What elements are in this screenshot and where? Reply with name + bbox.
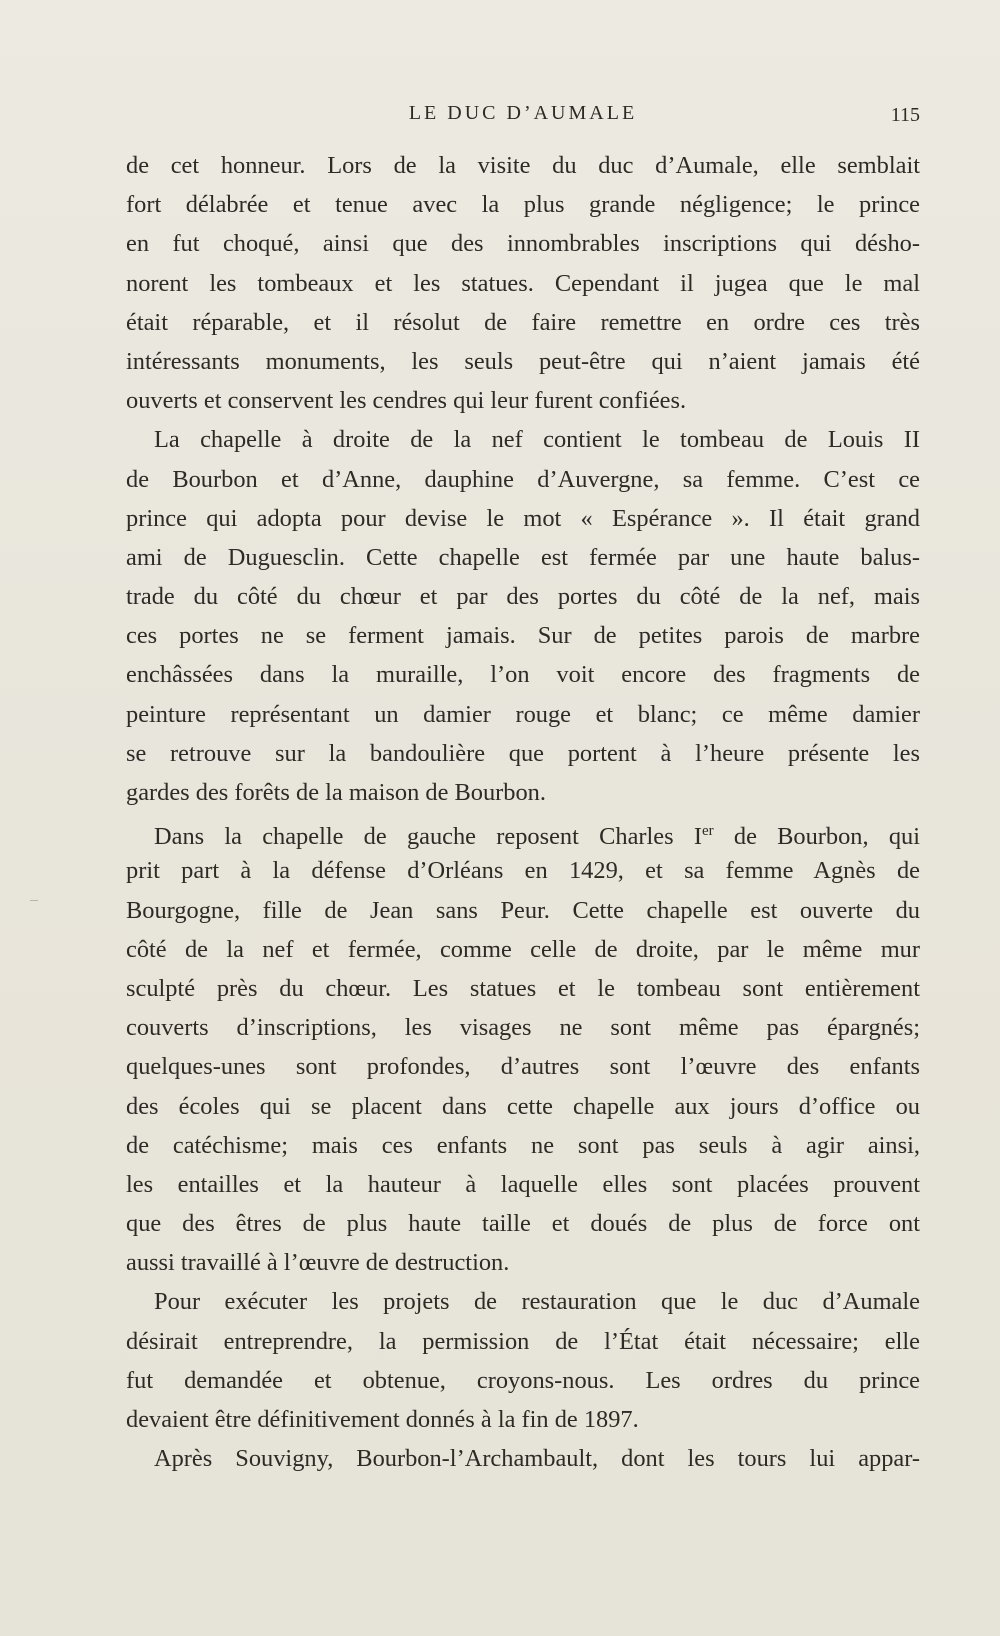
page-header: [126, 102, 920, 132]
text-line: ouverts et conservent les cendres qui leur furent confiées.: [126, 387, 687, 415]
text-line: norent les tombeaux et les statues. Cependant il jugea que le mal: [126, 269, 920, 297]
running-title: LE DUC D’AUMALE: [408, 102, 638, 124]
page-number: 115: [890, 104, 920, 126]
text-line: intéressants monuments, les seuls peut-être qui n’aient jamais été: [126, 347, 920, 375]
text-line: quelques-unes sont profondes, d’autres sont l’œuvre des enfants: [126, 1053, 920, 1081]
text-line: désirait entreprendre, la permission de l’État était nécessaire; elle: [126, 1327, 920, 1355]
text-line: fort délabrée et tenue avec la plus grande négligence; le prince: [126, 191, 920, 219]
text-fragment: Dans la chapelle de gauche reposent Charles I: [154, 823, 702, 851]
text-line: [126, 812, 920, 851]
text-line: peinture représentant un damier rouge et blanc; ce même damier: [126, 700, 920, 728]
text-line: prit part à la défense d’Orléans en 1429, et sa femme Agnès de: [126, 857, 920, 885]
text-line: Bourgogne, fille de Jean sans Peur. Cette chapelle est ouverte du: [126, 896, 920, 924]
text-line: côté de la nef et fermée, comme celle de droite, par le même mur: [126, 935, 920, 963]
text-line: de cet honneur. Lors de la visite du duc d’Aumale, elle semblait: [126, 152, 920, 179]
text-line: était réparable, et il résolut de faire remettre en ordre ces très: [126, 308, 920, 336]
text-line: Après Souvigny, Bourbon-l’Archambault, dont les tours lui appar-: [154, 1445, 920, 1473]
text-line: gardes des forêts de la maison de Bourbon.: [126, 779, 546, 806]
text-line: sculpté près du chœur. Les statues et le tombeau sont entièrement: [126, 974, 920, 1002]
text-line: que des êtres de plus haute taille et doués de plus de force ont: [126, 1210, 920, 1238]
text-line: prince qui adopta pour devise le mot « Espérance ». Il était grand: [126, 504, 920, 532]
margin-mark: [30, 900, 38, 901]
text-line: Pour exécuter les projets de restauration que le duc d’Aumale: [154, 1288, 920, 1316]
text-line: se retrouve sur la bandoulière que portent à l’heure présente les: [126, 739, 920, 767]
text-line: en fut choqué, ainsi que des innombrables inscriptions qui désho-: [126, 230, 920, 258]
body-text: [126, 146, 920, 1478]
text-line: les entailles et la hauteur à laquelle elles sont placées prouvent: [126, 1170, 920, 1198]
text-line: de Bourbon et d’Anne, dauphine d’Auvergne, sa femme. C’est ce: [126, 465, 920, 493]
text-line: La chapelle à droite de la nef contient le tombeau de Louis II: [154, 426, 920, 454]
text-line: aussi travaillé à l’œuvre de destruction.: [126, 1249, 510, 1277]
text-line: ces portes ne se ferment jamais. Sur de petites parois de marbre: [126, 622, 920, 650]
text-fragment: de Bourbon, qui: [713, 823, 921, 851]
text-line: des écoles qui se placent dans cette chapelle aux jours d’office ou: [126, 1092, 920, 1120]
text-line: couverts d’inscriptions, les visages ne sont même pas épargnés;: [126, 1014, 920, 1042]
text-line: fut demandée et obtenue, croyons-nous. Les ordres du prince: [126, 1366, 920, 1394]
text-line: ami de Duguesclin. Cette chapelle est fermée par une haute balus-: [126, 543, 920, 571]
text-line: enchâssées dans la muraille, l’on voit encore des fragments de: [126, 661, 920, 689]
text-line: de catéchisme; mais ces enfants ne sont pas seuls à agir ainsi,: [126, 1131, 920, 1159]
superscript: er: [701, 823, 714, 840]
text-line: devaient être définitivement donnés à la fin de 1897.: [126, 1406, 639, 1433]
text-line: trade du côté du chœur et par des portes du côté de la nef, mais: [126, 583, 920, 611]
